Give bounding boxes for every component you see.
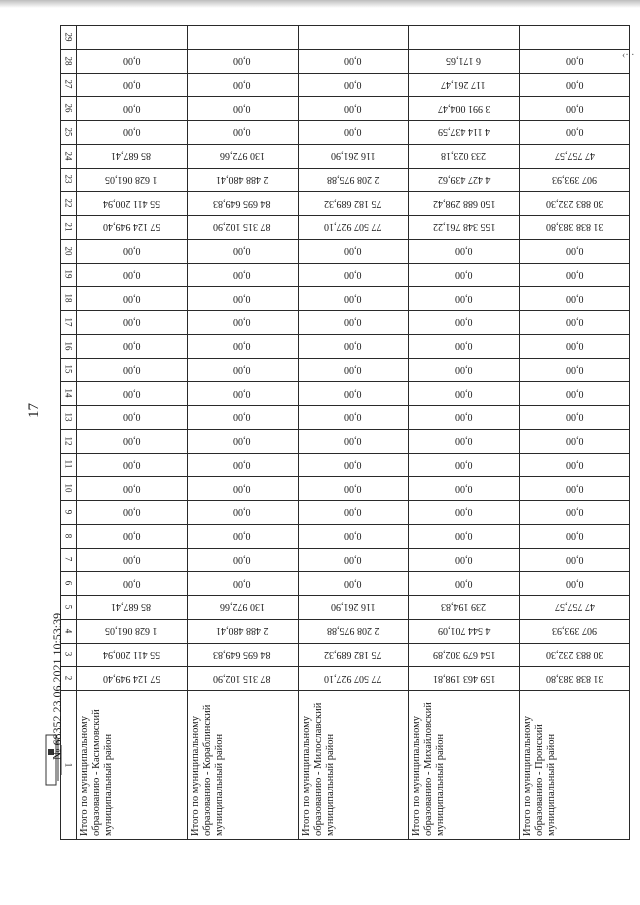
table-cell: 116 261,90 xyxy=(330,601,376,613)
table-cell: 0,00 xyxy=(455,435,473,447)
column-number: 24 xyxy=(63,151,73,161)
column-number: 7 xyxy=(63,557,73,562)
table-cell: 233 023,18 xyxy=(441,150,487,162)
column-number: 10 xyxy=(63,483,73,493)
table-cell: 0,00 xyxy=(344,530,362,542)
table-cell: 0,00 xyxy=(122,292,141,304)
column-number: 27 xyxy=(63,79,73,89)
row-name: Итого по муниципальному образованию - Пронский муниципальный район xyxy=(522,715,558,836)
table-cell: 0,00 xyxy=(565,363,584,375)
table-cell: 30 883 232,30 xyxy=(545,648,604,660)
table-cell: 155 348 761,22 xyxy=(432,221,496,233)
table-cell: 0,00 xyxy=(122,577,141,589)
column-number: 25 xyxy=(63,127,73,137)
column-number: 21 xyxy=(63,222,73,232)
table-cell: 0,00 xyxy=(344,387,362,399)
table-cell: 0,00 xyxy=(233,387,251,399)
row-name: Итого по муниципальному образованию - Милославский муниципальный район xyxy=(300,702,336,836)
table-cell: 0,00 xyxy=(565,340,584,352)
row-name: Итого по муниципальному образованию - Касимовский муниципальный район xyxy=(79,709,114,836)
table-cell: 0,00 xyxy=(233,482,251,494)
column-number: 20 xyxy=(63,246,73,256)
table-cell: 0,00 xyxy=(122,458,141,470)
table-cell: 0,00 xyxy=(122,387,141,399)
table-cell: 0,00 xyxy=(455,553,473,565)
table-cell: 0,00 xyxy=(344,411,362,423)
table-cell: 0,00 xyxy=(565,506,584,518)
table-cell: 0,00 xyxy=(455,268,473,280)
table-cell: 907 393,93 xyxy=(552,173,598,185)
table-cell: 0,00 xyxy=(122,268,141,280)
table-cell: 2 208 975,88 xyxy=(326,173,380,185)
table-cell: 239 194,83 xyxy=(441,601,487,613)
table-cell: 0,00 xyxy=(233,435,251,447)
table-cell: 77 507 927,10 xyxy=(324,672,382,684)
table-cell: 84 695 649,83 xyxy=(213,648,271,660)
table-cell: 0,00 xyxy=(233,530,251,542)
table-cell: 0,00 xyxy=(122,245,141,257)
table-cell: 0,00 xyxy=(122,553,141,565)
column-divider xyxy=(60,25,630,26)
column-number: 29 xyxy=(63,32,73,42)
table-cell: 0,00 xyxy=(565,482,584,494)
table-cell: 0,00 xyxy=(455,411,473,423)
data-table xyxy=(60,25,630,840)
table-cell: 0,00 xyxy=(455,577,473,589)
table-cell: 0,00 xyxy=(233,577,251,589)
table-cell: 1 628 061,05 xyxy=(105,173,158,185)
table-cell: 0,00 xyxy=(565,316,584,328)
column-number: 18 xyxy=(63,293,73,303)
table-cell: 0,00 xyxy=(455,458,473,470)
table-cell: 0,00 xyxy=(565,458,584,470)
table-cell: 77 507 927,10 xyxy=(324,221,382,233)
table-cell: 0,00 xyxy=(344,245,362,257)
table-cell: 57 124 949,40 xyxy=(102,221,161,233)
table-cell: 0,00 xyxy=(122,102,141,114)
table-cell: 116 261,90 xyxy=(330,150,376,162)
table-cell: 75 182 689,32 xyxy=(324,197,382,209)
table-cell: 4 427 439,62 xyxy=(437,173,491,185)
table-cell: 0,00 xyxy=(344,292,362,304)
column-number: 4 xyxy=(63,628,73,633)
table-cell: 1 628 061,05 xyxy=(105,625,158,637)
table-cell: 85 687,41 xyxy=(111,150,152,162)
table-cell: 0,00 xyxy=(455,506,473,518)
column-number: 23 xyxy=(63,174,73,184)
table-cell: 0,00 xyxy=(565,577,584,589)
table-cell: 0,00 xyxy=(344,458,362,470)
table-cell: 0,00 xyxy=(344,506,362,518)
margin-mark: ‹· · xyxy=(622,50,635,61)
column-number: 28 xyxy=(63,56,73,66)
table-cell: 0,00 xyxy=(122,482,141,494)
table-cell: 0,00 xyxy=(122,316,141,328)
table-cell: 0,00 xyxy=(122,530,141,542)
table-cell: 2 208 975,88 xyxy=(326,625,380,637)
table-cell: 57 124 949,40 xyxy=(102,672,161,684)
table-cell: 0,00 xyxy=(233,102,251,114)
table-cell: 6 171,65 xyxy=(446,55,482,67)
table-cell: 87 315 102,90 xyxy=(213,672,271,684)
page-number: 17 xyxy=(26,403,42,418)
table-cell: 0,00 xyxy=(122,55,141,67)
table-cell: 150 688 298,42 xyxy=(432,197,496,209)
column-number: 15 xyxy=(63,364,73,374)
column-number: 1 xyxy=(63,762,73,768)
column-number: 5 xyxy=(63,604,73,610)
table-cell: 0,00 xyxy=(344,316,362,328)
row-name: Итого по муниципальному образованию - Михайловский муниципальный район xyxy=(411,702,447,836)
table-cell: 0,00 xyxy=(455,387,473,399)
table-cell: 0,00 xyxy=(565,102,584,114)
table-cell: 0,00 xyxy=(122,78,141,90)
table-cell: 87 315 102,90 xyxy=(213,221,271,233)
table-cell: 0,00 xyxy=(233,553,251,565)
table-cell: 31 838 383,80 xyxy=(545,221,604,233)
table-cell: 0,00 xyxy=(344,553,362,565)
column-number: 8 xyxy=(63,533,73,538)
table-cell: 55 411 200,94 xyxy=(102,197,160,209)
table-cell: 47 757,57 xyxy=(554,150,595,162)
table-cell: 0,00 xyxy=(344,268,362,280)
column-number: 16 xyxy=(63,341,73,351)
column-number: 11 xyxy=(62,460,73,469)
table-cell: 0,00 xyxy=(455,530,473,542)
table-cell: 0,00 xyxy=(233,506,251,518)
table-cell: 0,00 xyxy=(344,435,362,447)
table-cell: 0,00 xyxy=(233,268,251,280)
table-cell: 0,00 xyxy=(344,78,362,90)
table-cell: 0,00 xyxy=(233,411,251,423)
column-number: 2 xyxy=(63,675,73,681)
table-cell: 130 972,66 xyxy=(219,601,265,613)
table-cell: 85 687,41 xyxy=(111,601,152,613)
table-cell: 0,00 xyxy=(344,577,362,589)
table-cell: 2 488 480,41 xyxy=(215,173,269,185)
table-cell: 0,00 xyxy=(455,245,473,257)
column-number: 13 xyxy=(63,412,73,422)
table-cell: 84 695 649,83 xyxy=(213,197,271,209)
table-cell: 30 883 232,30 xyxy=(545,197,604,209)
table-cell: 0,00 xyxy=(565,435,584,447)
table-cell: 0,00 xyxy=(344,363,362,375)
column-number: 26 xyxy=(63,103,73,113)
table-cell: 0,00 xyxy=(122,506,141,518)
table-cell: 0,00 xyxy=(122,435,141,447)
table-cell: 0,00 xyxy=(565,387,584,399)
table-cell: 130 972,66 xyxy=(219,150,265,162)
table-cell: 0,00 xyxy=(233,292,251,304)
column-number: 22 xyxy=(63,198,73,208)
table-cell: 0,00 xyxy=(455,292,473,304)
table-cell: 3 991 004,47 xyxy=(437,102,491,114)
table-cell: 0,00 xyxy=(122,126,141,138)
scan-edge xyxy=(0,0,640,8)
table-cell: 0,00 xyxy=(233,340,251,352)
table-cell: 0,00 xyxy=(233,316,251,328)
table-cell: 0,00 xyxy=(565,292,584,304)
row-name: Итого по муниципальному образованию - Кораблинский муниципальный район xyxy=(189,704,225,836)
table-cell: 0,00 xyxy=(344,55,362,67)
table-cell: 0,00 xyxy=(122,411,141,423)
column-number: 19 xyxy=(63,269,73,279)
table-cell: 75 182 689,32 xyxy=(324,648,382,660)
table-cell: 0,00 xyxy=(565,411,584,423)
column-number: 14 xyxy=(63,388,73,398)
table-cell: 0,00 xyxy=(233,363,251,375)
column-number: 12 xyxy=(63,436,73,446)
registration-stamp: № 68352 23.06.2021 10:53:39 xyxy=(50,612,64,760)
table-cell: 2 488 480,41 xyxy=(215,625,269,637)
table-cell: 55 411 200,94 xyxy=(102,648,160,660)
table-cell: 0,00 xyxy=(344,102,362,114)
table-cell: 0,00 xyxy=(455,340,473,352)
table-cell: 0,00 xyxy=(122,363,141,375)
column-number: 9 xyxy=(63,509,73,515)
table-cell: 0,00 xyxy=(565,530,584,542)
table-cell: 0,00 xyxy=(455,363,473,375)
table-cell: 0,00 xyxy=(344,126,362,138)
column-number: 17 xyxy=(63,317,73,327)
table-cell: 0,00 xyxy=(344,482,362,494)
name-row-divider xyxy=(60,690,630,691)
table-cell: 0,00 xyxy=(233,55,251,67)
table-cell: 0,00 xyxy=(122,340,141,352)
table-cell: 0,00 xyxy=(565,55,584,67)
table-cell: 47 757,57 xyxy=(554,601,595,613)
table-cell: 0,00 xyxy=(233,126,251,138)
table-cell: 4 114 437,59 xyxy=(437,126,490,138)
column-number: 6 xyxy=(63,580,73,586)
table-cell: 907 393,93 xyxy=(552,625,598,637)
table-cell: 0,00 xyxy=(565,78,584,90)
table-cell: 0,00 xyxy=(233,458,251,470)
table-cell: 0,00 xyxy=(455,316,473,328)
table-cell: 159 463 198,81 xyxy=(432,672,496,684)
table-cell: 0,00 xyxy=(565,245,584,257)
table-cell: 0,00 xyxy=(455,482,473,494)
table-cell: 0,00 xyxy=(233,245,251,257)
table-cell: 117 261,47 xyxy=(441,78,487,90)
table-cell: 0,00 xyxy=(233,78,251,90)
table-cell: 0,00 xyxy=(565,553,584,565)
table-cell: 0,00 xyxy=(565,268,584,280)
table-cell: 4 544 701,09 xyxy=(437,625,491,637)
column-number: 3 xyxy=(63,652,73,657)
table-cell: 0,00 xyxy=(344,340,362,352)
table-cell: 154 679 302,89 xyxy=(432,648,496,660)
table-cell: 31 838 383,80 xyxy=(545,672,604,684)
table-cell: 0,00 xyxy=(565,126,584,138)
